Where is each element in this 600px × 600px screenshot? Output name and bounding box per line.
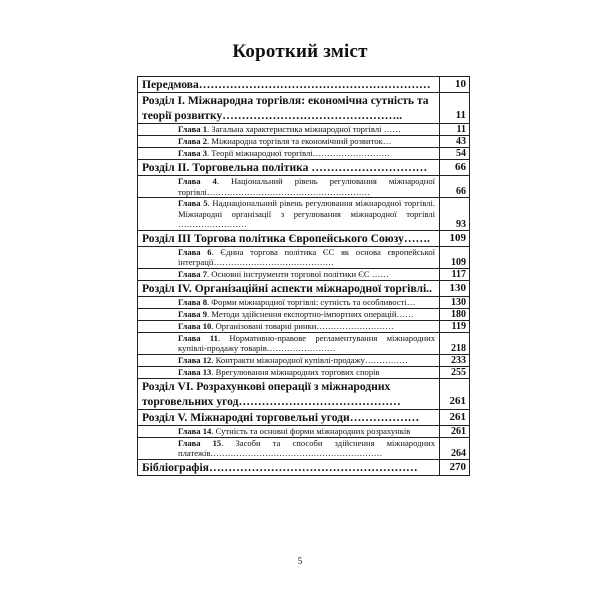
toc-section-row [138, 77, 470, 93]
toc-section-row [138, 280, 470, 296]
toc-entry-text [178, 355, 435, 366]
entry-title: . Загальна характеристика міжнародної торгівлі …… [207, 124, 401, 134]
toc-page-number: 264 [440, 437, 470, 459]
toc-page-number: 54 [440, 148, 470, 160]
toc-entry-text [178, 333, 435, 354]
toc-page-number: 233 [440, 354, 470, 366]
toc-chapter-row [138, 176, 470, 198]
toc-section-row [138, 409, 470, 425]
chapter-label: Глава 4 [178, 176, 217, 186]
toc-page-number: 130 [440, 296, 470, 308]
chapter-label: Глава 1 [178, 124, 207, 134]
chapter-label: Глава 10 [178, 320, 212, 331]
toc-entry-cell [138, 280, 440, 296]
toc-entry-cell [138, 378, 440, 409]
toc-entry-cell [138, 124, 440, 136]
chapter-label: Глава 3 [178, 148, 207, 158]
toc-section-row [138, 459, 470, 475]
toc-entry-cell [138, 320, 440, 332]
toc-page-number: 261 [440, 378, 470, 409]
toc-page-number: 180 [440, 308, 470, 320]
toc-chapter-row [138, 246, 470, 268]
toc-chapter-row [138, 296, 470, 308]
toc-entry-cell [138, 366, 440, 378]
toc-chapter-row [138, 308, 470, 320]
chapter-label: Глава 11 [178, 332, 218, 343]
toc-chapter-row [138, 268, 470, 280]
entry-title: . Врегулювання міжнародних торгових спорів [211, 366, 380, 377]
toc-chapter-row [138, 124, 470, 136]
toc-entry-text [178, 124, 435, 135]
chapter-label: Глава 6 [178, 246, 212, 257]
entry-title: . Засоби та способи здійснення міжнародних платежів…………………………………………………… [178, 437, 435, 458]
chapter-label: Глава 15 [178, 437, 222, 448]
toc-entry-text [142, 231, 435, 246]
toc-entry-text [178, 269, 435, 280]
toc-entry-cell [138, 268, 440, 280]
chapter-label: Глава 2 [178, 136, 207, 146]
toc-chapter-row [138, 425, 470, 437]
toc-section-row [138, 230, 470, 246]
chapter-label: Глава 7 [178, 268, 207, 279]
toc-section-row [138, 378, 470, 409]
chapter-label: Глава 14 [178, 425, 212, 436]
toc-entry-cell [138, 230, 440, 246]
toc-entry-text [178, 426, 435, 437]
chapter-label: Глава 5 [178, 198, 208, 208]
toc-page-number: 66 [440, 176, 470, 198]
toc-entry-text [178, 367, 435, 378]
entry-title: Розділ VI. Розрахункові операції з міжнародних торговельних угод…………………………………… [142, 379, 401, 408]
page-title: Короткий зміст [232, 41, 368, 62]
toc-entry-text [178, 438, 435, 459]
toc-entry-cell [138, 93, 440, 124]
toc-chapter-row [138, 332, 470, 354]
toc-chapter-row [138, 437, 470, 459]
toc-entry-cell [138, 354, 440, 366]
toc-entry-cell [138, 176, 440, 198]
toc-body [138, 77, 470, 476]
toc-entry-text [178, 136, 435, 147]
toc-chapter-row [138, 320, 470, 332]
entry-title: Розділ IV. Організаційні аспекти міжнародної торгівлі.. [142, 281, 432, 295]
toc-entry-cell [138, 136, 440, 148]
toc-entry-text [178, 309, 435, 320]
toc-chapter-row [138, 354, 470, 366]
toc-entry-text [178, 148, 435, 159]
toc-chapter-row [138, 198, 470, 231]
page-number: 5 [297, 556, 303, 566]
toc-entry-text [142, 93, 435, 123]
toc-entry-text [142, 410, 435, 425]
toc-page-number: 261 [440, 409, 470, 425]
toc-entry-cell [138, 148, 440, 160]
entry-title: . Теорії міжнародної торгівлі……………………… [207, 148, 390, 158]
toc-page-number: 66 [440, 160, 470, 176]
toc-entry-text [142, 160, 435, 175]
entry-title: . Сутність та основні форми міжнародних розрахунків [211, 425, 411, 436]
toc-page-number: 10 [440, 77, 470, 93]
toc-entry-text [178, 247, 435, 268]
toc-entry-text [178, 297, 435, 308]
toc-entry-text [142, 77, 435, 92]
toc-entry-text [178, 321, 435, 332]
toc-chapter-row [138, 136, 470, 148]
toc-page-number: 11 [440, 124, 470, 136]
toc-entry-cell [138, 296, 440, 308]
toc-section-row [138, 93, 470, 124]
entry-title: . Форми міжнародної торгівлі: сутність та особливості… [207, 296, 416, 307]
toc-page-number: 43 [440, 136, 470, 148]
chapter-label: Глава 13 [178, 366, 212, 377]
chapter-label: Глава 8 [178, 296, 207, 307]
toc-entry-text [142, 460, 435, 475]
entry-title: Розділ І. Міжнародна торгівля: економічна сутність та теорії розвитку……………………………………….. [142, 94, 429, 122]
toc-chapter-row [138, 366, 470, 378]
entry-title: . Єдина торгова політика ЄС як основа європейської інтеграції…………………………………… [178, 246, 436, 267]
toc-page-number: 270 [440, 459, 470, 475]
entry-title: . Національний рівень регулювання міжнародної торгівлі………………………………………………… [178, 176, 436, 197]
toc-entry-cell [138, 437, 440, 459]
entry-title: Передмова…………………………………………………… [142, 78, 431, 91]
toc-page-number: 130 [440, 280, 470, 296]
toc-entry-cell [138, 459, 440, 475]
entry-title: . Нормативно-правове регламентування міжнародних купівлі-продажу товарів…………………… [178, 332, 436, 353]
toc-entry-cell [138, 425, 440, 437]
toc-page-number: 119 [440, 320, 470, 332]
toc-page-number: 117 [440, 268, 470, 280]
toc-page-number: 109 [440, 246, 470, 268]
toc-page-number: 218 [440, 332, 470, 354]
toc-page-number: 255 [440, 366, 470, 378]
entry-title: . Наднаціональний рівень регулювання міжнародної торгівлі. Міжнародні організації з регулювання міжнародної торгівлі …………………… [178, 198, 435, 229]
toc-entry-cell [138, 77, 440, 93]
chapter-label: Глава 12 [178, 354, 212, 365]
toc-entry-cell [138, 332, 440, 354]
toc-entry-text [178, 198, 435, 230]
toc-page-number: 93 [440, 198, 470, 231]
toc-entry-cell [138, 409, 440, 425]
toc-entry-cell [138, 308, 440, 320]
toc-entry-cell [138, 160, 440, 176]
toc-entry-text [142, 281, 435, 296]
toc-page-number: 109 [440, 230, 470, 246]
entry-title: Розділ V. Міжнародні торговельні угоди……………… [142, 410, 420, 424]
toc-section-row [138, 160, 470, 176]
toc-entry-text [178, 176, 435, 197]
entry-title: . Міжнародна торгівля та економічний розвиток… [207, 136, 392, 146]
toc-entry-cell [138, 198, 440, 231]
entry-title: . Методи здійснення експортно-імпортних операцій…… [207, 308, 414, 319]
table-of-contents [137, 76, 470, 476]
toc-page-number: 11 [440, 93, 470, 124]
entry-title: . Організовані товарні ринки……………………… [211, 320, 394, 331]
chapter-label: Глава 9 [178, 308, 207, 319]
entry-title: Бібліографія……………………………………………… [142, 460, 418, 474]
toc-entry-text [142, 379, 435, 409]
entry-title: Розділ ІІІ Торгова політика Європейського Союзу……. [142, 231, 430, 245]
entry-title: . Контракти міжнародної купівлі-продажу…………… [211, 354, 408, 365]
toc-chapter-row [138, 148, 470, 160]
entry-title: . Основні інструменти торгової політики ЄС …… [207, 268, 389, 279]
toc-page-number: 261 [440, 425, 470, 437]
toc-entry-cell [138, 246, 440, 268]
entry-title: Розділ ІІ. Торговельна політика ………………………… [142, 161, 428, 174]
